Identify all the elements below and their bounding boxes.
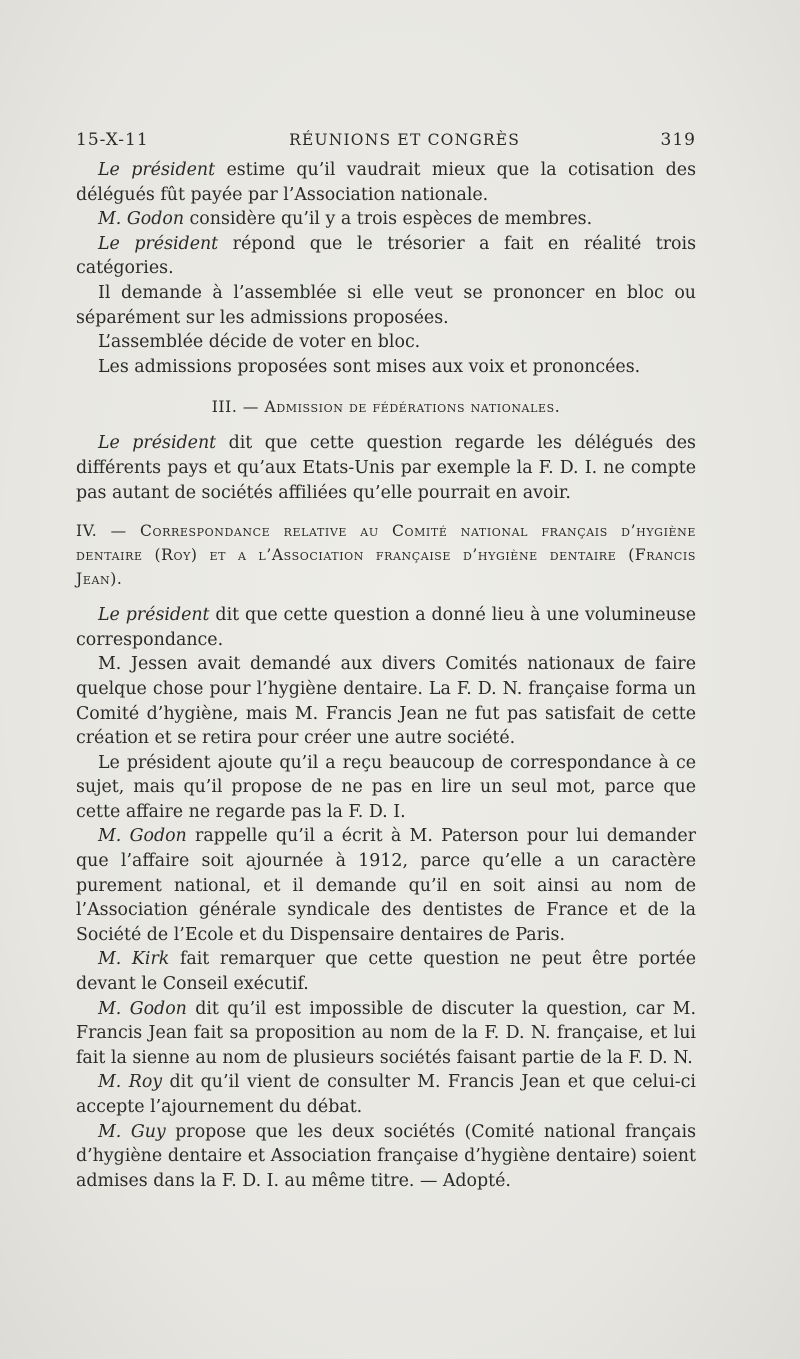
paragraph [76,330,696,355]
paragraph-text: Les admissions proposées sont mises aux voix et prononcées. [98,356,641,377]
speaker-name: Le président [98,605,210,626]
paragraph-text: rappelle qu’il a écrit à M. Paterson pour lui demander que l’affaire soit ajournée à 1912, parce qu’elle a un caractère purement national, et il demande qu’il en soit ainsi au nom de l’Association générale syndicale des dentistes de France et de la Société de l’Ecole et du Dispensaire dentaires de Paris. [76,826,696,945]
paragraph [76,1120,696,1194]
paragraph [76,947,696,996]
paragraph [76,751,696,825]
paragraph-text: Il demande à l’assemblée si elle veut se prononcer en bloc ou séparément sur les admissions proposées. [76,282,696,328]
paragraph-text: estime qu’il vaudrait mieux que la cotisation des délégués fût payée par l’Association nationale. [76,160,696,205]
paragraph-text: propose que les deux sociétés (Comité national français d’hygiène dentaire et Association française d’hygiène dentaire) soient admises dans la F. D. I. au même titre. — Adopté. [76,1121,696,1191]
paragraph-text: dit que cette question regarde les délégués des différents pays et qu’aux Etats-Unis par exemple la F. D. I. ne compte pas autant de sociétés affiliées qu’elle pourrait en avoir. [76,433,696,503]
speaker-name: M. Kirk [98,949,170,970]
paragraph [76,603,696,652]
section-heading-4: IV. — Correspondance relative au Comité national français d’hygiène dentaire (Roy) et a l’Association française d’hygiène dentaire (Francis Jean). [76,522,696,589]
speaker-name: Le président [98,233,219,254]
paragraph [76,355,696,380]
paragraph [76,824,696,947]
paragraph [76,1070,696,1119]
speaker-name: M. Guy [98,1121,166,1142]
paragraph-text: M. Jessen avait demandé aux divers Comités nationaux de faire quelque chose pour l’hygiène dentaire. La F. D. N. française forma un Comité d’hygiène, mais M. Francis Jean ne fut pas satisfait de cette création et se retira pour créer une autre société. [76,654,696,749]
paragraph [76,997,696,1071]
header-title: RÉUNIONS ET CONGRÈS [289,131,521,149]
paragraph-text: dit qu’il vient de consulter M. Francis Jean et que celui-ci accepte l’ajournement du débat. [76,1072,696,1117]
paragraph [76,431,696,505]
page-text [76,128,696,1193]
paragraph-text: dit qu’il est impossible de discuter la question, car M. Francis Jean fait sa proposition au nom de la F. D. N. française, et lui fait la sienne au nom de plusieurs sociétés faisant partie de la F. D. N. [76,998,697,1068]
speaker-name: M. Godon [98,998,187,1019]
page-number: 319 [660,130,696,150]
speaker-name: M. Godon [98,826,187,847]
paragraph [76,232,696,281]
running-header [76,128,696,154]
speaker-name: Le président [98,160,216,180]
paragraph-text: dit que cette question a donné lieu à une volumineuse correspondance. [76,605,697,650]
paragraph [76,281,696,330]
paragraph [76,158,696,207]
paragraph-text: L’assemblée décide de voter en bloc. [98,332,421,353]
paragraph-text: répond que le trésorier a fait en réalité trois catégories. [76,233,696,279]
speaker-name: Le président [98,433,217,454]
section-heading-3: III. — Admission de fédérations nationales. [211,398,561,417]
paragraph-text: considère qu’il y a trois espèces de membres. [184,209,593,230]
header-date: 15-X-11 [76,130,149,150]
paragraph [76,652,696,750]
paragraph-text: Le président ajoute qu’il a reçu beaucoup de correspondance à ce sujet, mais qu’il propose de ne pas en lire un seul mot, parce que cette affaire ne regarde pas la F. D. I. [76,752,696,822]
speaker-name: M. Godon [98,209,185,230]
paragraph-text: fait remarquer que cette question ne peut être portée devant le Conseil exécutif. [76,949,696,995]
paragraph [76,207,696,232]
speaker-name: M. Roy [98,1072,163,1093]
